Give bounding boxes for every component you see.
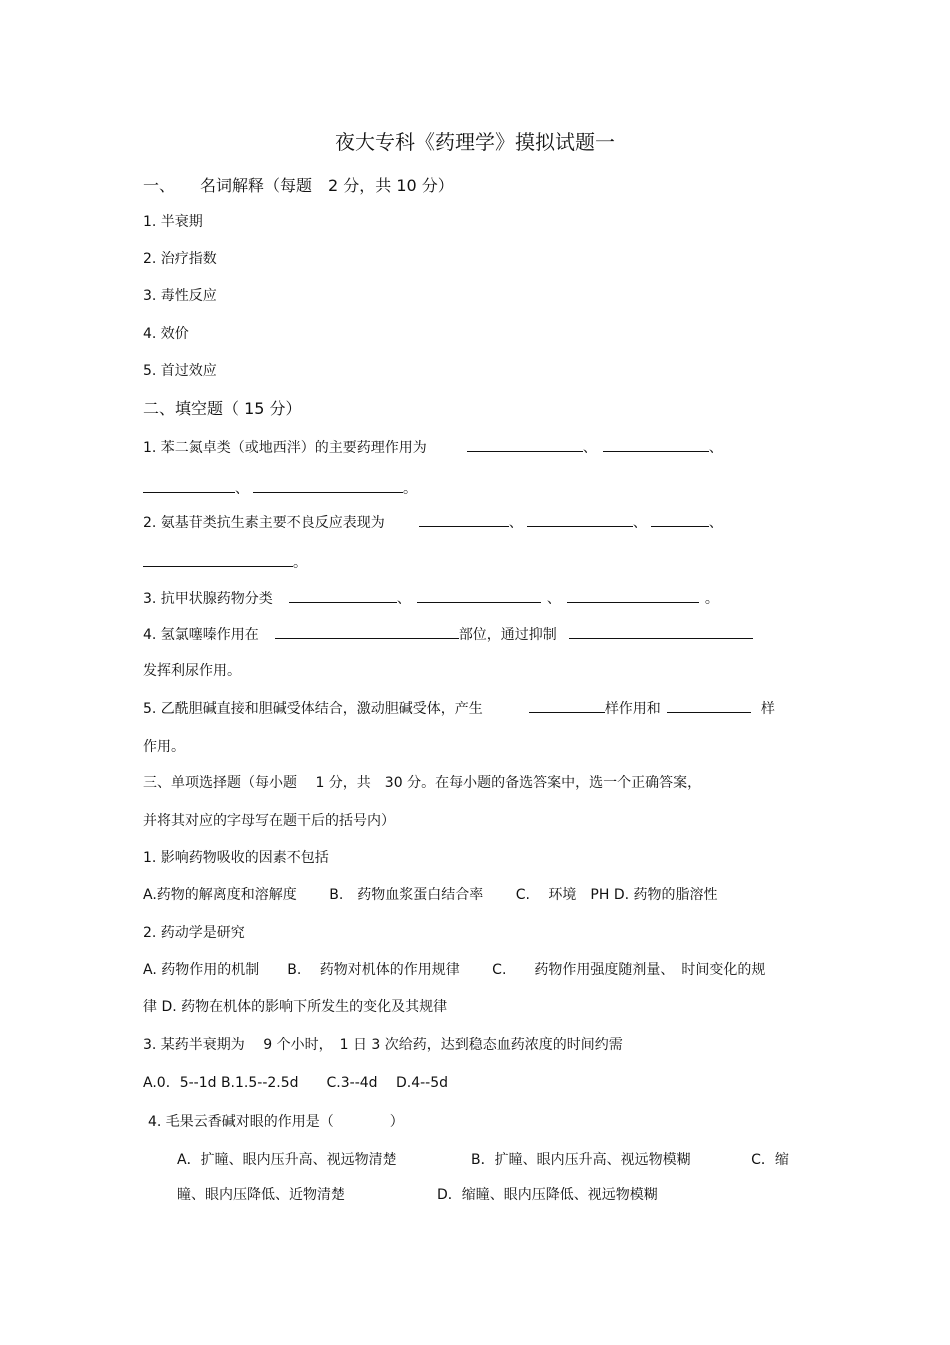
fill-question-3 — [143, 588, 719, 609]
answer-blank — [143, 552, 293, 567]
choice-question-1: 1. 影响药物吸收的因素不包括 — [143, 850, 329, 866]
section-3-heading-cont: 并将其对应的字母写在题干后的括号内） — [143, 813, 395, 829]
term-item: 4. 效价 — [143, 326, 189, 342]
period: 。 — [704, 591, 719, 607]
answer-blank — [417, 588, 541, 603]
separator: 、 — [582, 440, 597, 456]
choice-options-4-cont: 瞳、眼内压降低、近物清楚 — [177, 1187, 345, 1203]
fill-question-2-cont — [143, 552, 307, 573]
question-text: 1. 苯二氮卓类（或地西泮）的主要药理作用为 — [143, 440, 427, 456]
answer-blank — [529, 698, 605, 713]
section-2-heading: 二、填空题（ 15 分） — [143, 399, 302, 418]
choice-question-4: 4. 毛果云香碱对眼的作用是（ ） — [148, 1114, 404, 1130]
question-text: 2. 氨基苷类抗生素主要不良反应表现为 — [143, 515, 385, 531]
question-text: 5. 乙酰胆碱直接和胆碱受体结合，激动胆碱受体，产生 — [143, 701, 483, 717]
choice-question-2: 2. 药动学是研究 — [143, 925, 245, 941]
separator: 、 — [632, 515, 647, 531]
answer-blank — [567, 588, 699, 603]
answer-blank — [253, 478, 403, 493]
answer-blank — [275, 624, 459, 639]
separator: 、 — [546, 591, 561, 607]
answer-blank — [527, 512, 633, 527]
term-item: 1. 半衰期 — [143, 214, 203, 230]
section-3-heading: 三、单项选择题（每小题 1 分，共 30 分。在每小题的备选答案中，选一个正确答案， — [143, 775, 702, 791]
separator: 、 — [708, 515, 723, 531]
choice-options-4: A．扩瞳、眼内压升高、视远物清楚 B．扩瞳、眼内压升高、视远物模糊 C．缩 — [177, 1152, 789, 1168]
question-text: 3. 抗甲状腺药物分类 — [143, 591, 273, 607]
answer-blank — [651, 512, 709, 527]
term-item: 5. 首过效应 — [143, 363, 217, 379]
fill-question-4-cont: 发挥利尿作用。 — [143, 663, 241, 679]
section-1-number: 一、 — [143, 176, 176, 195]
choice-options-4-d: D．缩瞳、眼内压降低、视远物模糊 — [437, 1187, 658, 1203]
choice-options-2: A. 药物作用的机制 B. 药物对机体的作用规律 C. 药物作用强度随剂量、 时间变化的规 — [143, 962, 766, 978]
separator: 、 — [235, 481, 249, 497]
answer-blank — [667, 698, 751, 713]
answer-blank — [289, 588, 397, 603]
choice-options-1: A.药物的解离度和溶解度 B. 药物血浆蛋白结合率 C. 环境 PH D. 药物的脂溶性 — [143, 887, 718, 903]
fill-question-1 — [143, 437, 723, 458]
answer-blank — [419, 512, 509, 527]
choice-options-2-cont: 律 D. 药物在机体的影响下所发生的变化及其规律 — [143, 999, 448, 1015]
period: 。 — [293, 555, 307, 571]
section-1-heading: 名词解释（每题 2 分，共 10 分） — [200, 176, 454, 195]
separator: 、 — [396, 591, 411, 607]
term-item: 2. 治疗指数 — [143, 251, 217, 267]
question-text: 4. 氢氯噻嗪作用在 — [143, 627, 259, 643]
answer-blank — [467, 437, 583, 452]
answer-blank — [603, 437, 709, 452]
document-title: 夜大专科《药理学》摸拟试题一 — [335, 130, 615, 154]
answer-blank — [569, 624, 753, 639]
fill-question-1-cont — [143, 478, 417, 499]
question-text: 部位，通过抑制 — [458, 627, 557, 643]
question-text: 样作用和 — [604, 701, 661, 717]
term-item: 3. 毒性反应 — [143, 288, 217, 304]
period: 。 — [403, 481, 417, 497]
fill-question-5-cont: 作用。 — [143, 739, 185, 755]
separator: 、 — [708, 440, 723, 456]
question-text: 样 — [760, 701, 775, 717]
answer-blank — [143, 478, 235, 493]
fill-question-4 — [143, 624, 753, 645]
choice-options-3: A.0．5--1d B.1.5--2.5d C.3--4d D.4--5d — [143, 1075, 449, 1091]
choice-question-3: 3. 某药半衰期为 9 个小时， 1 日 3 次给药，达到稳态血药浓度的时间约需 — [143, 1037, 623, 1053]
fill-question-2 — [143, 512, 723, 533]
separator: 、 — [508, 515, 523, 531]
fill-question-5 — [143, 698, 775, 719]
